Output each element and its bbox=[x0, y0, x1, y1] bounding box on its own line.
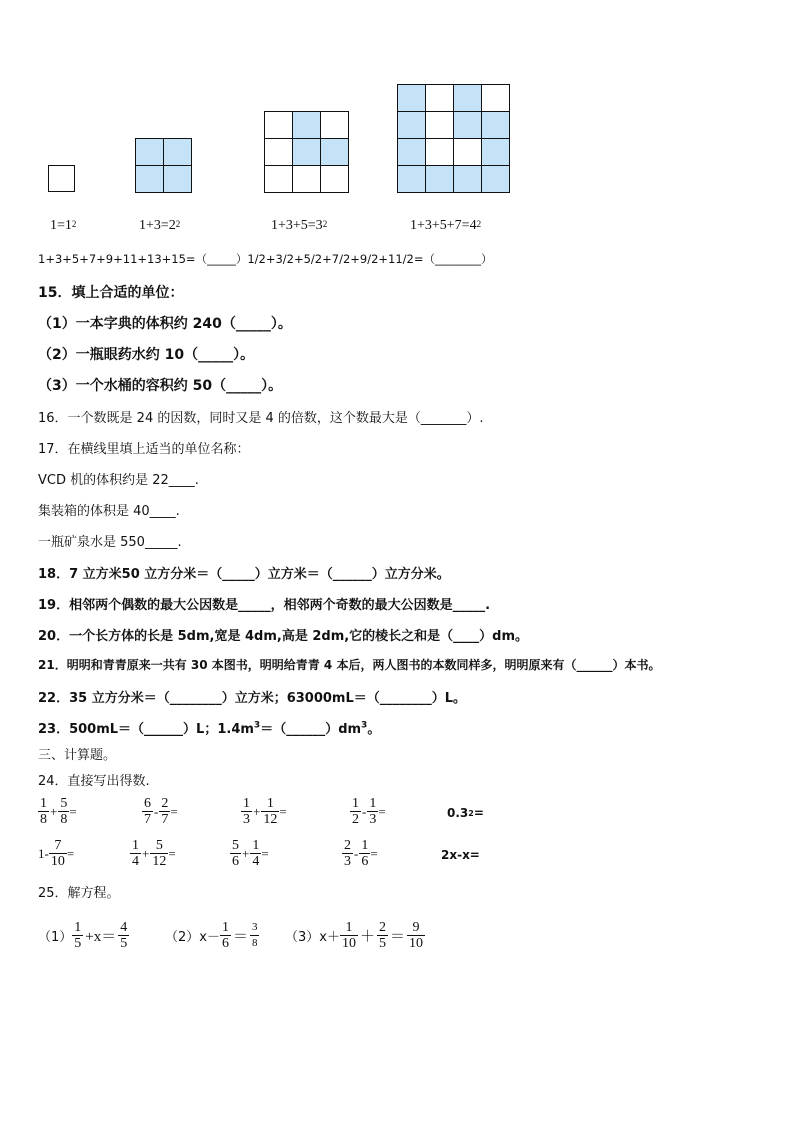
q24-r2-expr-4: $\frac{2}{3}$ - $\frac{1}{6}$ = bbox=[344, 838, 378, 869]
q21: 21．明明和青青原来一共有 30 本图书，明明给青青 4 本后，两人图书的本数同样多，明明原来有（______）本书。 bbox=[38, 658, 661, 672]
q15-title: 15．填上合适的单位： bbox=[38, 285, 184, 301]
figure-label-1: $1=1^2$ bbox=[50, 218, 77, 233]
figure-label-2: $1+3=2^2$ bbox=[139, 218, 181, 233]
q24-title: 24．直接写出得数. bbox=[38, 774, 150, 789]
square-3x3 bbox=[264, 111, 349, 193]
figure-label-3: $1+3+5=3^2$ bbox=[271, 218, 328, 233]
q24-r1-expr-3: $\frac{1}{3}$ + $\frac{1}{12}$ = bbox=[243, 796, 287, 827]
q24-r2-expr-3: $\frac{5}{6}$ + $\frac{1}{4}$ = bbox=[232, 838, 269, 869]
q24-r2-expr-5: 2x-x= bbox=[441, 848, 480, 862]
q25-equation-3: （3）x＋ $\frac{1}{10}$ ＋ $\frac{2}{5}$ ＝ $\frac{9}{10}$ bbox=[285, 920, 423, 951]
q24-r2-expr-2: $\frac{1}{4}$ + $\frac{5}{12}$ = bbox=[132, 838, 176, 869]
q24-r1-expr-2: $\frac{6}{7}$ - $\frac{2}{7}$ = bbox=[144, 796, 178, 827]
square-4x4 bbox=[397, 84, 510, 193]
q24-r1-expr-4: $\frac{1}{2}$ - $\frac{1}{3}$ = bbox=[352, 796, 386, 827]
q25-equation-1: （1） $\frac{1}{5}$ +x＝ $\frac{4}{5}$ bbox=[38, 920, 128, 951]
q18: 18．7 立方米50 立方分米＝（_____）立方米＝（______）立方分米。 bbox=[38, 567, 450, 582]
square-2x2 bbox=[135, 138, 192, 193]
q17-item-3: 一瓶矿泉水是 550_____. bbox=[38, 535, 182, 550]
q17-item-2: 集装箱的体积是 40____. bbox=[38, 504, 180, 519]
q24-r1-expr-1: $\frac{1}{8}$ + $\frac{5}{8}$ = bbox=[40, 796, 77, 827]
section-3-heading: 三、计算题。 bbox=[38, 748, 117, 763]
q25-title: 25．解方程。 bbox=[38, 886, 120, 901]
square-1x1 bbox=[48, 165, 75, 192]
q15-item-3: （3）一个水桶的容积约 50（_____）。 bbox=[38, 378, 283, 394]
q24-r1-expr-5: 0.3 2 = bbox=[447, 806, 484, 820]
q15-item-1: （1）一本字典的体积约 240（_____）。 bbox=[38, 316, 292, 332]
q17-item-1: VCD 机的体积约是 22____. bbox=[38, 473, 199, 488]
q20: 20．一个长方体的长是 5dm,宽是 4dm,高是 2dm,它的棱长之和是（____）dm。 bbox=[38, 629, 529, 644]
q19: 19．相邻两个偶数的最大公因数是_____，相邻两个奇数的最大公因数是_____. bbox=[38, 598, 491, 613]
q15-item-2: （2）一瓶眼药水约 10（_____）。 bbox=[38, 347, 255, 363]
figure-label-4: $1+3+5+7=4^2$ bbox=[410, 218, 482, 233]
q23: 23．500mL＝（______）L；$1.4m^3=(\_\_\_\_\_\_)dm^3$。 bbox=[38, 720, 381, 737]
q14-answer-line: 1+3+5+7+9+11+13+15=（_____）1/2+3/2+5/2+7/2+9/2+11/2=（________） bbox=[38, 252, 493, 266]
q22: 22．35 立方分米＝（________）立方米；63000mL＝（________）L。 bbox=[38, 691, 467, 706]
q17-title: 17．在横线里填上适当的单位名称： bbox=[38, 442, 250, 457]
q24-r2-expr-1: 1- $\frac{7}{10}$ = bbox=[38, 838, 75, 869]
q16: 16．一个数既是 24 的因数，同时又是 4 的倍数，这个数最大是（_______）. bbox=[38, 411, 484, 426]
q25-equation-2: （2）x－ $\frac{1}{6}$ ＝ $\frac{3}{8}$ bbox=[165, 920, 258, 951]
